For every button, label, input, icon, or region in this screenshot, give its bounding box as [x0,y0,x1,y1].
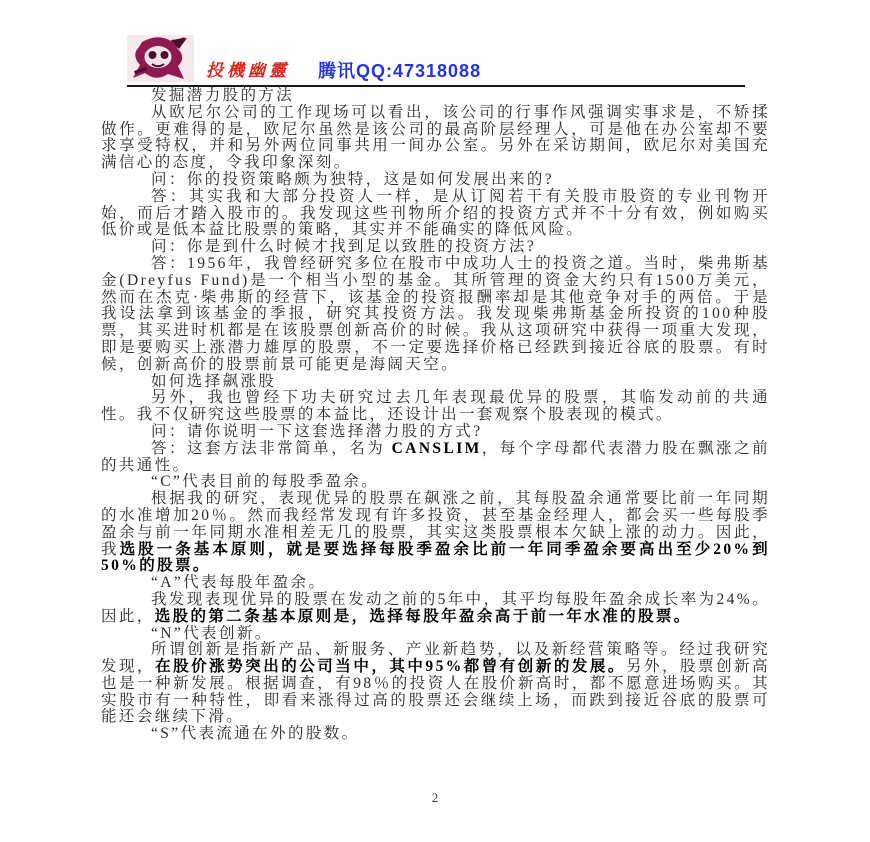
text-run: 答：这套方法非常简单，名为 [151,439,392,457]
bold-text-run: 在股价涨势突出的公司当中，其中95%都曾有创新的发展。 [155,658,626,676]
brand-name: 投機幽靈 [206,61,290,80]
paragraph [101,592,770,626]
paragraph [101,172,770,189]
paragraph [101,374,770,391]
text-run: 根据我的研究，表现优异的股票在飙涨之前，其每股盈余通常要比前一年同期的水准增加20％。然而我经常发现有许多投资，甚至基金经理人，都会买一些每股季盈余与前一年同期水准相差无几的股票，其实这类股票根本欠缺上涨的动力。因此，我 [101,490,770,558]
bold-text-run: 选股一条基本原则，就是要选择每股季盈余比前一年同季盈余要高出至少20%到50%的股票。 [101,540,770,575]
paragraph [101,575,770,592]
ghost-mascot-icon [127,35,194,82]
text-run: 问：你是到什么时候才找到足以致胜的投资方法? [151,238,537,256]
text-run: 问：你的投资策略颇为独特，这是如何发展出来的? [151,170,555,188]
qq-contact-label: 腾讯QQ:47318088 [318,61,482,81]
paragraph [101,726,770,743]
text-run: 另外，我也曾经下功夫研究过去几年表现最优异的股票，其临发动前的共通性。我不仅研究这些股票的本益比，还设计出一套观察个股表现的模式。 [101,389,770,424]
text-run: 所谓创新是指新产品、新服务、产业新趋势，以及新经营策略等。经过我研究发现， [101,641,770,676]
text-run: 问：请你说明一下这套选择潜力股的方式? [151,422,483,440]
paragraph [101,390,770,424]
paragraph [101,642,770,726]
page-number: 2 [431,790,439,805]
text-run: “C”代表目前的每股季盈余。 [151,473,380,491]
text-run: “A”代表每股年盈余。 [151,574,327,592]
paragraph [101,256,770,374]
paragraph [101,424,770,441]
paragraph [101,441,770,475]
text-run: 答：1956年，我曾经研究多位在股市中成功人士的投资之道。当时，柴弗斯基金(Dreyfus Fund)是一个相当小型的基金。其所管理的资金大约只有1500万美元，然而在杰克·柴弗斯的经营下，该基金的投资报酬率却是其他竞争对手的两倍。于是我设法拿到该基金的季报，研究其投资方法。我发现柴弗斯基金所投资的100种股票，其买进时机都是在该股票创新高价的时候。我从这项研究中获得一项重大发现，即是要购买上涨潜力雄厚的股票，不一定要选择价格已经跌到接近谷底的股票。有时候，创新高价的股票前景可能更是海阔天空。 [101,254,770,373]
document-body [101,105,770,743]
text-run: 答：其实我和大部分投资人一样，是从订阅若干有关股市股资的专业刊物开始，而后才踏入股市的。我发现这些刊物所介绍的投资方式并不十分有效，例如购买低价或是低本益比股票的策略，其实并不能确实的降低风险。 [101,187,770,239]
document-title: 发掘潜力股的方法 [151,87,295,104]
document-content [101,88,770,743]
text-run: 从欧尼尔公司的工作现场可以看出，该公司的行事作风强调实事求是，不矫揉做作。更难得的是，欧尼尔虽然是该公司的最高阶层经理人，可是他在办公室却不要求享受特权，并和另外两位同事共用一间办公室。另外在采访期间，欧尼尔对美国充满信心的态度，令我印象深刻。 [101,103,770,172]
bold-text-run: 选股的第二条基本原则是，选择每股年盈余高于前一年水准的股票。 [154,607,692,625]
paragraph [101,189,770,239]
paragraph [101,626,770,643]
text-run: 我发现表现优异的股票在发动之前的5年中，其平均每股年盈余成长率为24%。因此， [101,590,770,625]
text-run: ，每个字母都代表潜力股在飘涨之前的共通性。 [101,439,770,474]
text-run: “N”代表创新。 [151,624,273,642]
paragraph [101,491,770,575]
text-run: 如何选择飙涨股 [151,372,277,390]
text-run: 另外，股票创新高也是一种新发展。根据调查，有98％的投资人在股价新高时，都不愿意进场购买。其实股市有一种特性，即看来涨得过高的股票还会继续上场，而跌到接近谷底的股票可能还会继续下滑。 [101,658,771,726]
text-run: “S”代表流通在外的股数。 [151,725,360,743]
paragraph [101,239,770,256]
paragraph [101,105,770,172]
page-header [127,35,481,82]
paragraph [101,474,770,491]
bold-text-run: CANSLIM [391,439,482,457]
